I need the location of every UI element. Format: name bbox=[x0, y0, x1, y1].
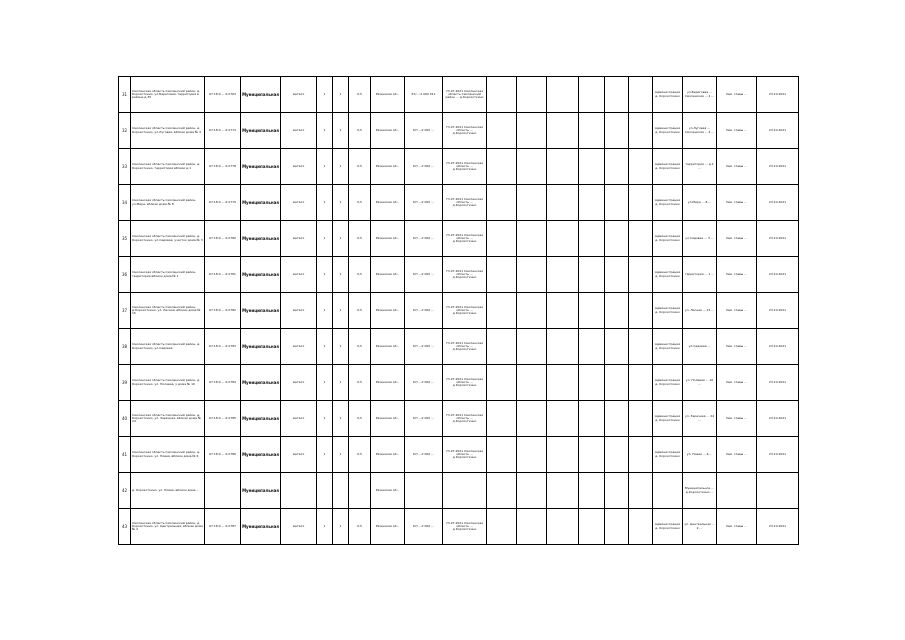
cell-empty bbox=[579, 185, 605, 221]
cell-reg: Зам. главы ... bbox=[717, 257, 757, 293]
cell-empty bbox=[517, 149, 547, 185]
cell-a: 1 bbox=[317, 329, 333, 365]
cell-empty bbox=[487, 329, 517, 365]
cell-e: 67/...:2 000 ... bbox=[405, 221, 443, 257]
cell-cad: 67:18:0 ... 0:2781 bbox=[205, 257, 241, 293]
cell-empty bbox=[547, 257, 579, 293]
cell-empty bbox=[487, 77, 517, 113]
cell-c: 0,5 bbox=[349, 185, 371, 221]
cell-empty bbox=[605, 365, 629, 401]
cell-empty bbox=[487, 401, 517, 437]
cell-empty bbox=[487, 365, 517, 401]
cell-n: 38 bbox=[119, 329, 131, 365]
cell-coords: Рязанская об... bbox=[371, 77, 405, 113]
cell-coords: Рязанская об... bbox=[371, 329, 405, 365]
cell-mat: металл bbox=[281, 293, 317, 329]
cell-empty bbox=[487, 293, 517, 329]
cell-b: 1 bbox=[333, 509, 349, 545]
cell-e: 67/...:2 000 ... bbox=[405, 401, 443, 437]
table-row bbox=[119, 77, 799, 113]
cell-vt: Муниципальная bbox=[241, 257, 281, 293]
cell-n: 43 bbox=[119, 509, 131, 545]
cell-owner: Администрация д. Корохоткино bbox=[653, 221, 683, 257]
cell-contact: ул.Садовая ... 3 ... bbox=[683, 221, 717, 257]
cell-empty bbox=[487, 149, 517, 185]
cell-coords: Рязанская об... bbox=[371, 149, 405, 185]
cell-vt: Муниципальная bbox=[241, 473, 281, 509]
cell-empty bbox=[517, 257, 547, 293]
cell-vt: Муниципальная bbox=[241, 509, 281, 545]
cell-empty bbox=[517, 113, 547, 149]
cell-e: 67/...:2 000 ... bbox=[405, 329, 443, 365]
cell-contact: ул. Центральная ... 2 ... bbox=[683, 509, 717, 545]
cell-empty bbox=[629, 257, 653, 293]
cell-contact: ул.Садовая ... bbox=[683, 329, 717, 365]
cell-contact: ул. Лесная ... 15 ... bbox=[683, 293, 717, 329]
cell-mat: металл bbox=[281, 329, 317, 365]
cell-empty bbox=[579, 113, 605, 149]
cell-empty bbox=[579, 473, 605, 509]
cell-cad: 67:18:0 ... 0:2778 bbox=[205, 149, 241, 185]
cell-mat: металл bbox=[281, 149, 317, 185]
cell-n: 32 bbox=[119, 113, 131, 149]
cell-address: Смоленская область Смоленский район, д. Корохоткино, ул.Береговая, территория в районе д.35 bbox=[131, 77, 205, 113]
cell-address: Смоленская область Смоленский район, ул.Мира, вблизи дома № 8 bbox=[131, 185, 205, 221]
cell-coords: Рязанская об... bbox=[371, 437, 405, 473]
cell-owner: Администрация д. Корохоткино bbox=[653, 293, 683, 329]
cell-f: 73.07.2021 Смоленская область ... д.Корохоткино bbox=[443, 509, 487, 545]
cell-coords: Рязанская об... bbox=[371, 473, 405, 509]
cell-cad: 67:18:0 ... 0:2779 bbox=[205, 185, 241, 221]
cell-a bbox=[317, 473, 333, 509]
cell-address: Смоленская область Смоленский район, д. Корохоткино, ул.Луговая, вблизи дома № 4 bbox=[131, 113, 205, 149]
cell-coords: Рязанская об... bbox=[371, 113, 405, 149]
table-row bbox=[119, 437, 799, 473]
cell-c bbox=[349, 473, 371, 509]
cell-e: 67/...:2 000 ... bbox=[405, 149, 443, 185]
cell-b: 1 bbox=[333, 77, 349, 113]
cell-vt: Муниципальная bbox=[241, 185, 281, 221]
table-row bbox=[119, 293, 799, 329]
cell-empty bbox=[605, 221, 629, 257]
cell-b: 1 bbox=[333, 185, 349, 221]
cell-n: 36 bbox=[119, 257, 131, 293]
cell-address: д. Корохоткино, ул. Новая, вблизи дома ... bbox=[131, 473, 205, 509]
cell-cad: 67:18:0 ... 0:2782 bbox=[205, 293, 241, 329]
cell-empty bbox=[547, 509, 579, 545]
cell-empty bbox=[547, 329, 579, 365]
cell-n: 42 bbox=[119, 473, 131, 509]
cell-empty bbox=[605, 257, 629, 293]
cell-empty bbox=[487, 473, 517, 509]
table-row bbox=[119, 257, 799, 293]
cell-vt: Муниципальная bbox=[241, 149, 281, 185]
cell-empty bbox=[517, 329, 547, 365]
table-row bbox=[119, 149, 799, 185]
cell-empty bbox=[579, 329, 605, 365]
cell-empty bbox=[605, 293, 629, 329]
cell-address: Смоленская область Смоленский район, д. Корохоткино, ул. Новая, вблизи дома № 6 bbox=[131, 437, 205, 473]
cell-coords: Рязанская об... bbox=[371, 221, 405, 257]
cell-a: 1 bbox=[317, 293, 333, 329]
cell-e: 67/...:2 000 ... bbox=[405, 293, 443, 329]
cell-mat bbox=[281, 473, 317, 509]
cell-vt: Муниципальная bbox=[241, 401, 281, 437]
cell-c: 0,5 bbox=[349, 221, 371, 257]
cell-contact: ул.Луговая ... Смоленская ... 4 ... bbox=[683, 113, 717, 149]
cell-e: 67/...:2 000 ... bbox=[405, 113, 443, 149]
cell-mat: металл bbox=[281, 401, 317, 437]
cell-empty bbox=[579, 437, 605, 473]
cell-owner: Администрация д. Корохоткино bbox=[653, 77, 683, 113]
cell-a: 1 bbox=[317, 77, 333, 113]
cell-b: 1 bbox=[333, 401, 349, 437]
cell-empty bbox=[547, 437, 579, 473]
registry-sheet bbox=[118, 76, 787, 551]
cell-coords: Рязанская об... bbox=[371, 185, 405, 221]
cell-empty bbox=[487, 113, 517, 149]
table-row bbox=[119, 401, 799, 437]
cell-e: 67/...:2 000 ... bbox=[405, 185, 443, 221]
cell-a: 1 bbox=[317, 185, 333, 221]
cell-n: 33 bbox=[119, 149, 131, 185]
cell-f: 73.07.2021 Смоленская область ... д.Корохоткино bbox=[443, 149, 487, 185]
cell-empty bbox=[579, 149, 605, 185]
cell-c: 0,5 bbox=[349, 149, 371, 185]
cell-n: 34 bbox=[119, 185, 131, 221]
cell-mat: металл bbox=[281, 509, 317, 545]
cell-empty bbox=[547, 293, 579, 329]
cell-address: Смоленская область Смоленский район, д. Корохоткино, территория вблизи д.1 bbox=[131, 149, 205, 185]
cell-f: 73.07.2021 Смоленская область ... д.Корохоткино bbox=[443, 185, 487, 221]
cell-date: 23.10.2021 bbox=[757, 185, 799, 221]
cell-vt: Муниципальная bbox=[241, 221, 281, 257]
cell-c: 0,5 bbox=[349, 293, 371, 329]
cell-n: 31 bbox=[119, 77, 131, 113]
cell-owner: Администрация д. Корохоткино bbox=[653, 365, 683, 401]
cell-f: 73.07.2021 Смоленская область ... д.Корохоткино bbox=[443, 257, 487, 293]
table-row bbox=[119, 185, 799, 221]
cell-cad: 67:18:0 ... 0:2786 bbox=[205, 437, 241, 473]
cell-empty bbox=[547, 149, 579, 185]
cell-f bbox=[443, 473, 487, 509]
cell-empty bbox=[517, 185, 547, 221]
cell-e: 67/...:2 000 ... bbox=[405, 257, 443, 293]
cell-n: 41 bbox=[119, 437, 131, 473]
cell-date bbox=[757, 473, 799, 509]
cell-vt: Муниципальная bbox=[241, 293, 281, 329]
cell-b: 1 bbox=[333, 437, 349, 473]
cell-empty bbox=[629, 437, 653, 473]
cell-a: 1 bbox=[317, 257, 333, 293]
cell-empty bbox=[517, 473, 547, 509]
cell-empty bbox=[487, 257, 517, 293]
cell-a: 1 bbox=[317, 113, 333, 149]
cell-contact: ул. Полевая ... 10 ... bbox=[683, 365, 717, 401]
cell-reg: Зам. главы ... bbox=[717, 509, 757, 545]
cell-empty bbox=[629, 113, 653, 149]
cell-empty bbox=[605, 113, 629, 149]
cell-empty bbox=[605, 437, 629, 473]
cell-reg: Зам. главы ... bbox=[717, 221, 757, 257]
cell-c: 0,5 bbox=[349, 437, 371, 473]
cell-coords: Рязанская об... bbox=[371, 365, 405, 401]
cell-e: 67/...:2 000 ... bbox=[405, 437, 443, 473]
cell-empty bbox=[605, 473, 629, 509]
cell-empty bbox=[629, 329, 653, 365]
cell-coords: Рязанская об... bbox=[371, 293, 405, 329]
cell-empty bbox=[605, 77, 629, 113]
cell-cad: 67:18:0 ... 0:2783 bbox=[205, 329, 241, 365]
cell-a: 1 bbox=[317, 509, 333, 545]
cell-empty bbox=[547, 473, 579, 509]
cell-c: 0,5 bbox=[349, 329, 371, 365]
cell-owner: Администрация д. Корохоткино bbox=[653, 113, 683, 149]
cell-empty bbox=[629, 293, 653, 329]
cell-n: 37 bbox=[119, 293, 131, 329]
cell-f: 73.07.2021 Смоленская область ... д.Корохоткино bbox=[443, 293, 487, 329]
cell-empty bbox=[487, 185, 517, 221]
cell-empty bbox=[605, 401, 629, 437]
cell-vt: Муниципальная bbox=[241, 113, 281, 149]
cell-empty bbox=[517, 437, 547, 473]
cell-empty bbox=[517, 401, 547, 437]
cell-n: 39 bbox=[119, 365, 131, 401]
cell-c: 0,5 bbox=[349, 509, 371, 545]
cell-c: 0,5 bbox=[349, 113, 371, 149]
cell-empty bbox=[605, 185, 629, 221]
cell-empty bbox=[629, 149, 653, 185]
cell-cad bbox=[205, 473, 241, 509]
cell-empty bbox=[629, 185, 653, 221]
cell-contact: ул. Новая ... 6 ... bbox=[683, 437, 717, 473]
cell-date: 23.10.2021 bbox=[757, 329, 799, 365]
cell-empty bbox=[517, 221, 547, 257]
cell-contact: ул.Мира ... 8 ... bbox=[683, 185, 717, 221]
cell-reg: Зам. главы ... bbox=[717, 293, 757, 329]
cell-cad: 67:18:0 ... 0:2787 bbox=[205, 509, 241, 545]
cell-empty bbox=[547, 401, 579, 437]
cell-coords: Рязанская об... bbox=[371, 401, 405, 437]
cell-mat: металл bbox=[281, 185, 317, 221]
cell-reg: Зам. главы ... bbox=[717, 185, 757, 221]
cell-b: 1 bbox=[333, 257, 349, 293]
cell-empty bbox=[579, 365, 605, 401]
cell-owner: Администрация д. Корохоткино bbox=[653, 185, 683, 221]
cell-empty bbox=[579, 509, 605, 545]
table-row bbox=[119, 365, 799, 401]
cell-contact: ул. Заречная ... 24 ... bbox=[683, 401, 717, 437]
cell-f: 73.07.2021 Смоленская область ... д.Корохоткино bbox=[443, 113, 487, 149]
cell-contact: территория ... д.1 ... bbox=[683, 149, 717, 185]
cell-b: 1 bbox=[333, 329, 349, 365]
cell-a: 1 bbox=[317, 221, 333, 257]
cell-empty bbox=[517, 293, 547, 329]
cell-mat: металл bbox=[281, 257, 317, 293]
cell-date: 23.10.2021 bbox=[757, 509, 799, 545]
cell-address: Смоленская область Смоленский район, д. Корохоткино, ул. Заречная, вблизи дома № 24 bbox=[131, 401, 205, 437]
cell-b: 1 bbox=[333, 293, 349, 329]
cell-empty bbox=[629, 401, 653, 437]
cell-address: Смоленская область Смоленский район, д. Корохоткино, ул.Садовая bbox=[131, 329, 205, 365]
cell-owner: Администрация д. Корохоткино bbox=[653, 401, 683, 437]
cell-empty bbox=[579, 221, 605, 257]
cell-a: 1 bbox=[317, 401, 333, 437]
cell-e: 67/...:2 000 ... bbox=[405, 509, 443, 545]
cell-owner: Администрация д. Корохоткино bbox=[653, 509, 683, 545]
cell-reg: Зам. главы ... bbox=[717, 113, 757, 149]
cell-f: 73.07.2021 Смоленская область ... д.Корохоткино bbox=[443, 401, 487, 437]
table-row bbox=[119, 221, 799, 257]
table-row bbox=[119, 509, 799, 545]
cell-a: 1 bbox=[317, 437, 333, 473]
cell-date: 23.10.2021 bbox=[757, 401, 799, 437]
cell-empty bbox=[487, 509, 517, 545]
cell-reg: Зам. главы ... bbox=[717, 401, 757, 437]
cell-b bbox=[333, 473, 349, 509]
cell-owner: Администрация д. Корохоткино bbox=[653, 329, 683, 365]
cell-empty bbox=[605, 149, 629, 185]
cell-owner: Администрация д. Корохоткино bbox=[653, 149, 683, 185]
cell-cad: 67:18:0 ... 0:2774 bbox=[205, 113, 241, 149]
cell-reg: Зам. главы ... bbox=[717, 149, 757, 185]
cell-empty bbox=[517, 509, 547, 545]
cell-date: 23.10.2021 bbox=[757, 293, 799, 329]
cell-address: Смоленская область Смоленский район, территория вблизи дома № 1 bbox=[131, 257, 205, 293]
cell-b: 1 bbox=[333, 365, 349, 401]
cell-empty bbox=[579, 257, 605, 293]
cell-f: 73.07.2021 Смоленская область ... д.Корохоткино bbox=[443, 437, 487, 473]
table-row bbox=[119, 113, 799, 149]
registry-table bbox=[118, 76, 799, 545]
cell-mat: металл bbox=[281, 365, 317, 401]
cell-c: 0,5 bbox=[349, 365, 371, 401]
cell-mat: металл bbox=[281, 221, 317, 257]
cell-reg: Зам. главы ... bbox=[717, 365, 757, 401]
cell-c: 0,5 bbox=[349, 77, 371, 113]
cell-date: 23.10.2021 bbox=[757, 221, 799, 257]
cell-empty bbox=[579, 77, 605, 113]
table-row bbox=[119, 329, 799, 365]
cell-date: 23.10.2021 bbox=[757, 149, 799, 185]
cell-f: 73.07.2021 Смоленская область ... д.Корохоткино bbox=[443, 365, 487, 401]
cell-mat: металл bbox=[281, 113, 317, 149]
cell-empty bbox=[547, 113, 579, 149]
cell-empty bbox=[517, 77, 547, 113]
cell-empty bbox=[547, 365, 579, 401]
cell-a: 1 bbox=[317, 365, 333, 401]
cell-address: Смоленская область Смоленский район, д. Корохоткино, ул. Полевая, у дома № 10 bbox=[131, 365, 205, 401]
cell-reg: Зам. главы ... bbox=[717, 437, 757, 473]
cell-empty bbox=[605, 329, 629, 365]
cell-vt: Муниципальная bbox=[241, 329, 281, 365]
cell-reg: Зам. главы ... bbox=[717, 77, 757, 113]
cell-date: 23.10.2021 bbox=[757, 77, 799, 113]
cell-cad: 67:18:0 ... 0:2763 bbox=[205, 77, 241, 113]
cell-c: 0,5 bbox=[349, 257, 371, 293]
cell-address: Смоленская область Смоленский район, д.Корохоткино, ул. Лесная, вблизи дома № 15 bbox=[131, 293, 205, 329]
cell-date: 23.10.2021 bbox=[757, 437, 799, 473]
cell-empty bbox=[629, 365, 653, 401]
cell-n: 35 bbox=[119, 221, 131, 257]
cell-empty bbox=[605, 509, 629, 545]
cell-cad: 67:18:0 ... 0:2785 bbox=[205, 401, 241, 437]
cell-empty bbox=[629, 473, 653, 509]
cell-contact: Муниципальное ... д.Корохоткино ... bbox=[683, 473, 717, 509]
cell-empty bbox=[487, 221, 517, 257]
cell-b: 1 bbox=[333, 221, 349, 257]
cell-cad: 67:18:0 ... 0:2780 bbox=[205, 221, 241, 257]
cell-b: 1 bbox=[333, 113, 349, 149]
cell-empty bbox=[547, 185, 579, 221]
cell-n: 40 bbox=[119, 401, 131, 437]
cell-empty bbox=[579, 401, 605, 437]
cell-reg bbox=[717, 473, 757, 509]
cell-empty bbox=[629, 77, 653, 113]
cell-c: 0,5 bbox=[349, 401, 371, 437]
cell-empty bbox=[487, 437, 517, 473]
cell-e: 67/...:2 000 011 bbox=[405, 77, 443, 113]
cell-coords: Рязанская об... bbox=[371, 257, 405, 293]
cell-f: 73.07.2021 Смоленская область ... д.Корохоткино bbox=[443, 221, 487, 257]
cell-vt: Муниципальная bbox=[241, 365, 281, 401]
cell-f: 73.07.2021 Смоленская область ... д.Корохоткино bbox=[443, 329, 487, 365]
cell-address: Смоленская область Смоленский район, д. Корохоткино, ул. Центральная, вблизи дома № 2 bbox=[131, 509, 205, 545]
cell-mat: металл bbox=[281, 437, 317, 473]
cell-empty bbox=[629, 221, 653, 257]
cell-contact: территория ... 1 ... bbox=[683, 257, 717, 293]
cell-e: 67/...:2 000 ... bbox=[405, 365, 443, 401]
cell-mat: металл bbox=[281, 77, 317, 113]
cell-f: 73.07.2021 Смоленская область Смоленский район ... д.Корохоткино bbox=[443, 77, 487, 113]
cell-empty bbox=[547, 77, 579, 113]
cell-empty bbox=[547, 221, 579, 257]
cell-owner bbox=[653, 473, 683, 509]
table-row bbox=[119, 473, 799, 509]
cell-address: Смоленская область Смоленский район, д. Корохоткино, ул.Садовая, участок дома № 3 bbox=[131, 221, 205, 257]
cell-cad: 67:18:0 ... 0:2784 bbox=[205, 365, 241, 401]
cell-reg: Зам. главы ... bbox=[717, 329, 757, 365]
cell-a: 1 bbox=[317, 149, 333, 185]
cell-coords: Рязанская об... bbox=[371, 509, 405, 545]
cell-date: 23.10.2021 bbox=[757, 113, 799, 149]
cell-empty bbox=[629, 509, 653, 545]
cell-owner: Администрация д. Корохоткино bbox=[653, 437, 683, 473]
cell-vt: Муниципальная bbox=[241, 437, 281, 473]
cell-vt: Муниципальная bbox=[241, 77, 281, 113]
cell-date: 23.10.2021 bbox=[757, 257, 799, 293]
cell-e bbox=[405, 473, 443, 509]
cell-b: 1 bbox=[333, 149, 349, 185]
cell-contact: ул.Береговая ... Смоленская ... 2 ... bbox=[683, 77, 717, 113]
cell-date: 23.10.2021 bbox=[757, 365, 799, 401]
cell-empty bbox=[579, 293, 605, 329]
cell-owner: Администрация д. Корохоткино bbox=[653, 257, 683, 293]
cell-empty bbox=[517, 365, 547, 401]
